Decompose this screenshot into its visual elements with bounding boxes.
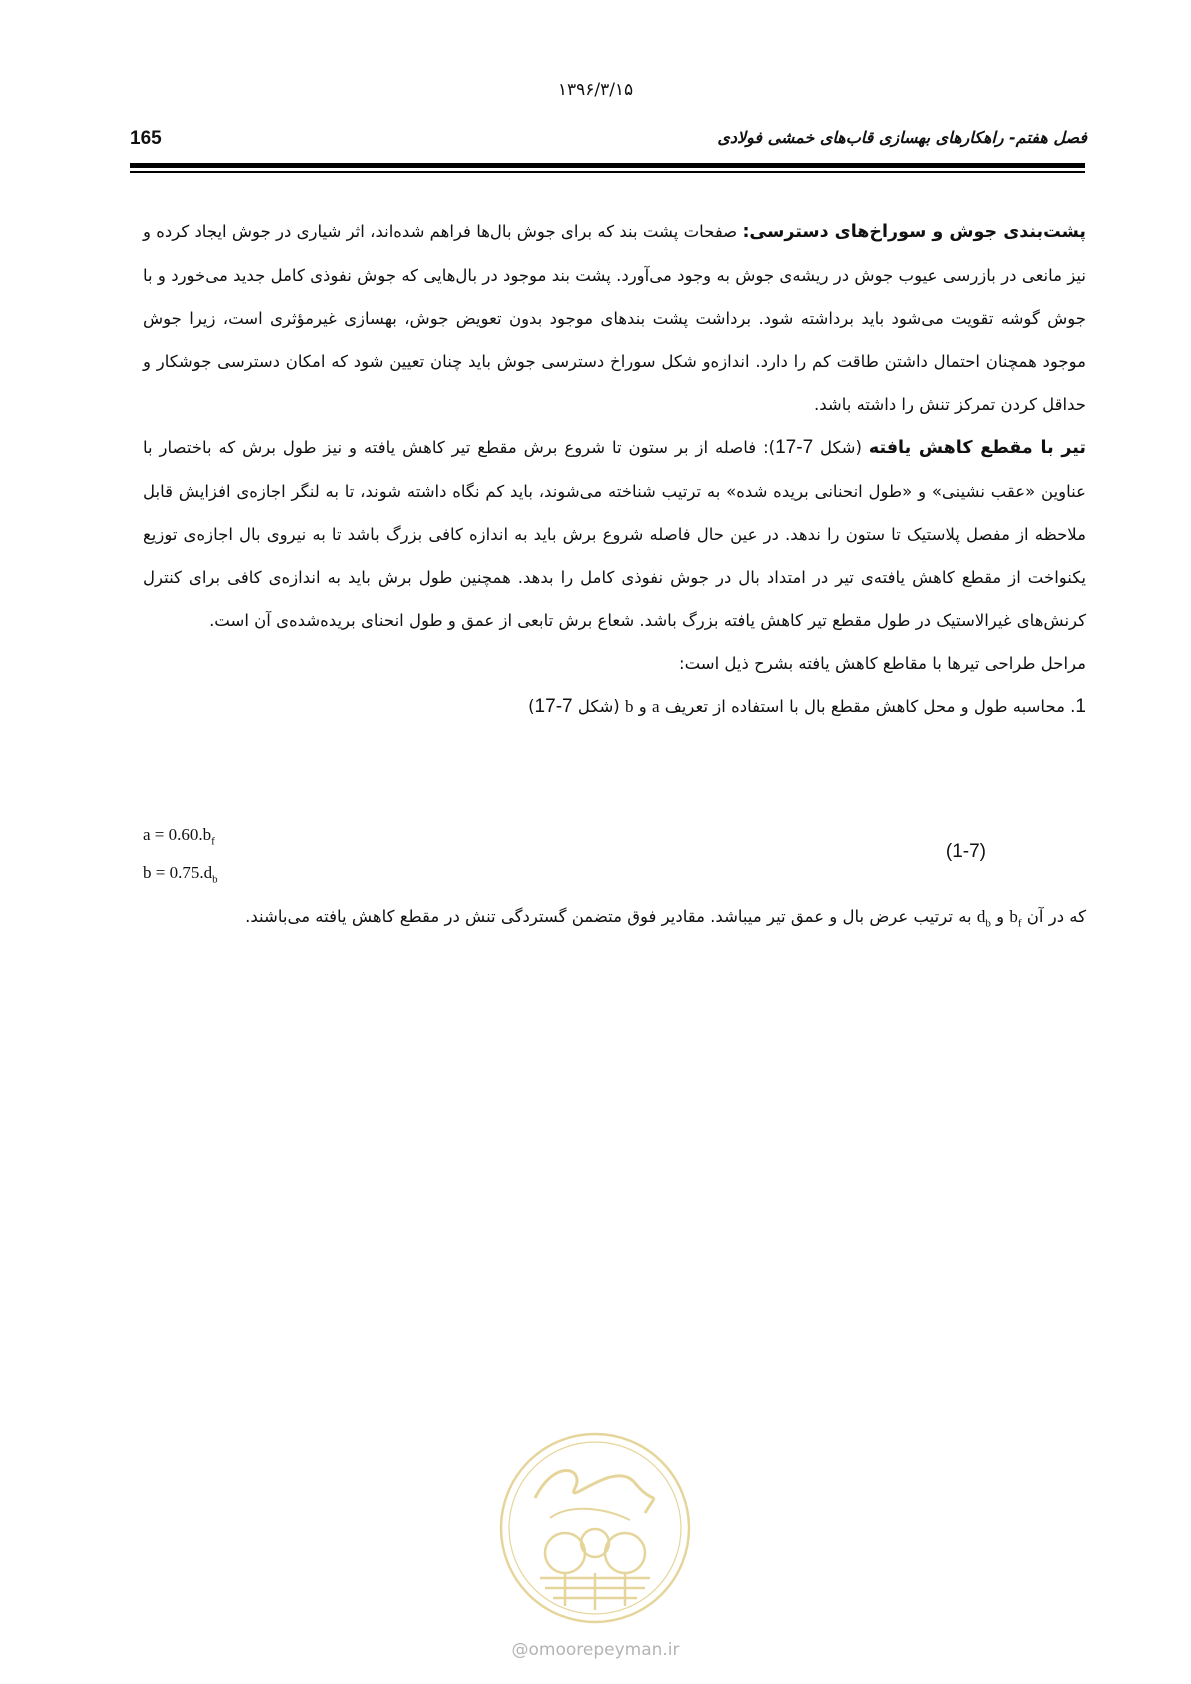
paragraph-text: صفحات پشت بند که برای جوش بال‌ها فراهم شده‌اند، اثر شیاری در جوش ایجاد کرده و نیز مانعی در بازرسی عیوب جوش در ریشه‌ی جوش به وجود می‌آورد. پشت بند موجود در بال‌هایی که جوش نفوذی کامل جدید می‌خورد و با جوش گوشه تقویت می‌شود باید برداشته شود. برداشت پشت بندهای موجود بدون تعویض جوش، بهسازی غیرمؤثری است، زیرا جوش موجود همچنان احتمال داشتن طاقت کم را دارد. اندازه‌و شکل سوراخ دسترسی جوش باید چنان تعیین شود که امکان دسترسی جوشکار و حداقل کردن تمرکز تنش را داشته باشد. bbox=[143, 222, 1086, 414]
symbol-a: a bbox=[651, 697, 660, 716]
paragraph-text: که در آن bbox=[1021, 907, 1086, 926]
page-number: 165 bbox=[130, 128, 162, 149]
body-text bbox=[143, 210, 1086, 728]
conjunction: و bbox=[633, 697, 652, 716]
equation-expression: a = 0.60.b bbox=[143, 825, 212, 844]
step-number: 1 bbox=[1075, 696, 1086, 717]
figure-ref-open: (شکل bbox=[813, 438, 869, 457]
conjunction: و bbox=[990, 907, 1010, 926]
figure-ref-number: 7-17 bbox=[534, 696, 573, 717]
header-rule-thin bbox=[130, 171, 1085, 173]
header-rule-thick bbox=[130, 163, 1085, 168]
paragraph-text: به ترتیب عرض بال و عمق تیر میباشد. مقادیر فوق متضمن گستردگی تنش در مقطع کاهش یافته می‌باشند. bbox=[245, 907, 977, 926]
paragraph-design-steps: مراحل طراحی تیرها با مقاطع کاهش یافته بشرح ذیل است: bbox=[679, 654, 1086, 673]
symbol-base: b bbox=[1009, 907, 1018, 926]
equation-expression: b = 0.75.d bbox=[143, 863, 213, 882]
step-text: . محاسبه طول و محل کاهش مقطع بال با استفاده از تعریف bbox=[659, 697, 1076, 716]
symbol-base: d bbox=[976, 907, 986, 926]
closing-text bbox=[143, 895, 1086, 945]
chapter-title: فصل هفتم- راهکارهای بهسازی قاب‌های خمشی فولادی bbox=[717, 128, 1087, 147]
watermark-url: @omoorepeyman.ir bbox=[511, 1640, 680, 1660]
paragraph-text: ): فاصله از بر ستون تا شروع برش مقطع تیر کاهش یافته و نیز طول برش که باختصار با عناوین «عقب نشینی» و «طول انحنانی بریده شده» به ترتیب شناخته می‌شوند، باید کم نگاه داشته شوند، تا به لنگر اجازه‌ی افزایش قابل ملاحظه از مفصل پلاستیک تا ستون را ندهد. در عین حال فاصله شروع برش باید به اندازه کافی بزرگ باشد تا به نیروی بال اجازه‌ی توزیع یکنواخت از مقطع کاهش یافته‌ی تیر در امتداد بال در جوش نفوذی کامل را بدهد. همچنین طول برش باید به اندازه‌ی کافی برای کنترل کرنش‌های غیرالاستیک در طول مقطع تیر کاهش یافته بزرگ باشد. شعاع برش تابعی از عمق و طول انحنای بریده‌شده‌ی آن است. bbox=[143, 438, 1086, 630]
equation-b bbox=[143, 863, 218, 885]
symbol-bf bbox=[1009, 907, 1022, 930]
paragraph-definitions bbox=[143, 895, 1086, 945]
symbol-subscript: b bbox=[985, 917, 991, 930]
equation-subscript: b bbox=[212, 873, 218, 886]
print-date: ۱۳۹۶/۳/۱۵ bbox=[557, 80, 634, 100]
watermark-seal bbox=[495, 1428, 695, 1628]
paragraph-reduced-beam bbox=[143, 426, 1086, 642]
figure-ref-close: ) bbox=[528, 697, 535, 716]
figure-ref-open: (شکل bbox=[572, 697, 625, 716]
symbol-b: b bbox=[624, 697, 634, 716]
figure-ref-number: 7-17 bbox=[775, 437, 814, 458]
equation-number: (1-7) bbox=[945, 841, 986, 862]
equation-subscript: f bbox=[211, 835, 215, 848]
equation-a bbox=[143, 825, 215, 847]
paragraph-heading: تیر با مقطع کاهش یافته bbox=[868, 438, 1086, 458]
equation-block bbox=[143, 823, 1086, 893]
paragraph-heading: پشت‌بندی جوش و سوراخ‌های دسترسی: bbox=[742, 222, 1086, 242]
paragraph-backing-welds bbox=[143, 210, 1086, 426]
symbol-subscript: f bbox=[1017, 917, 1022, 930]
step-1 bbox=[143, 685, 1086, 728]
symbol-db bbox=[976, 907, 991, 930]
